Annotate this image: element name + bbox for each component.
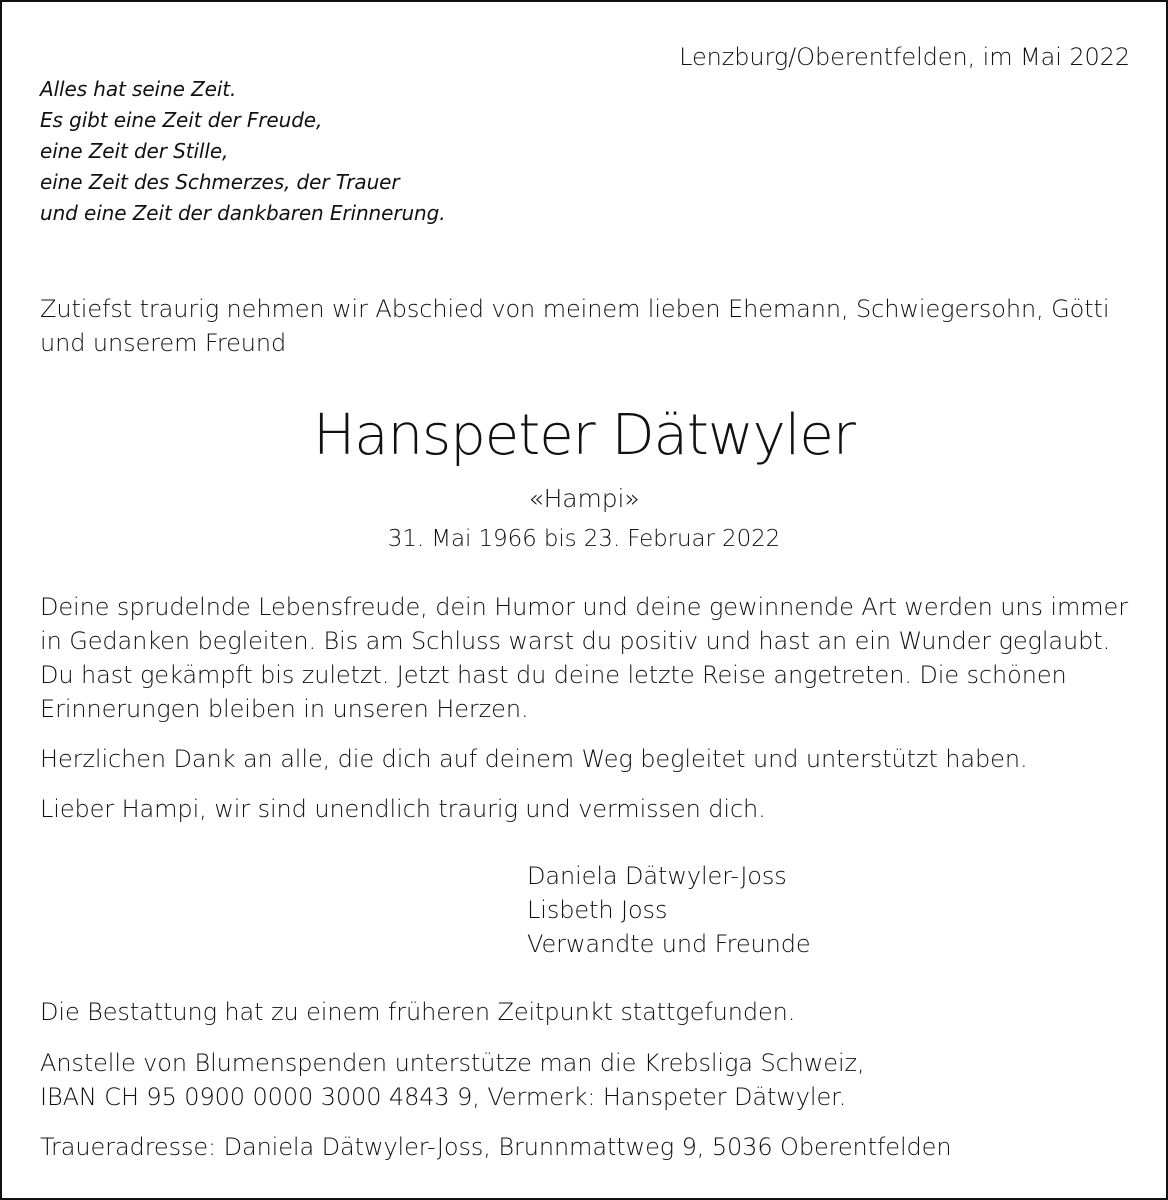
intro-line: Zutiefst traurig nehmen wir Abschied von meinem lieben Ehemann, Schwiegersohn, Götti [40, 295, 1110, 323]
place-date: Lenzburg/Oberentfelden, im Mai 2022 [679, 43, 1130, 71]
deceased-name: Hanspeter Dätwyler [313, 403, 855, 468]
poem-line: Alles hat seine Zeit. [40, 77, 237, 101]
tribute-line: in Gedanken begleiten. Bis am Schluss warst du positiv und hast an ein Wunder geglaubt. [40, 627, 1111, 655]
tribute-line: Erinnerungen bleiben in unseren Herzen. [40, 695, 529, 723]
signatory-name: Lisbeth Joss [527, 896, 668, 924]
tribute-paragraph [40, 590, 1128, 726]
intro-line: und unserem Freund [40, 329, 287, 357]
signatory-name: Verwandte und Freunde [527, 930, 811, 958]
tribute-line: Deine sprudelnde Lebensfreude, dein Humor und deine gewinnende Art werden uns immer [40, 593, 1128, 621]
deceased-nickname: «Hampi» [528, 484, 640, 513]
poem-line: Es gibt eine Zeit der Freude, [40, 108, 323, 132]
signatory-name: Daniela Dätwyler-Joss [527, 862, 787, 890]
thanks-paragraph: Herzlichen Dank an alle, die dich auf deinem Weg begleitet und unterstützt haben. [40, 745, 1028, 773]
poem [40, 74, 445, 229]
poem-line: und eine Zeit der dankbaren Erinnerung. [40, 201, 446, 225]
signatories [527, 859, 811, 961]
burial-note: Die Bestattung hat zu einem früheren Zeitpunkt stattgefunden. [40, 998, 796, 1026]
poem-line: eine Zeit der Stille, [40, 139, 229, 163]
donation-line: Anstelle von Blumenspenden unterstütze man die Krebsliga Schweiz, [40, 1049, 865, 1077]
life-dates: 31. Mai 1966 bis 23. Februar 2022 [387, 526, 781, 552]
tribute-line: Du hast gekämpft bis zuletzt. Jetzt hast du deine letzte Reise angetreten. Die schönen [40, 661, 1067, 689]
intro-text [40, 292, 1109, 360]
donation-note [40, 1046, 865, 1114]
farewell-paragraph: Lieber Hampi, wir sind unendlich traurig und vermissen dich. [40, 795, 766, 823]
mourning-address: Traueradresse: Daniela Dätwyler-Joss, Brunnmattweg 9, 5036 Oberentfelden [40, 1133, 952, 1161]
poem-line: eine Zeit des Schmerzes, der Trauer [40, 170, 400, 194]
donation-line: IBAN CH 95 0900 0000 3000 4843 9, Vermerk: Hanspeter Dätwyler. [40, 1083, 847, 1111]
